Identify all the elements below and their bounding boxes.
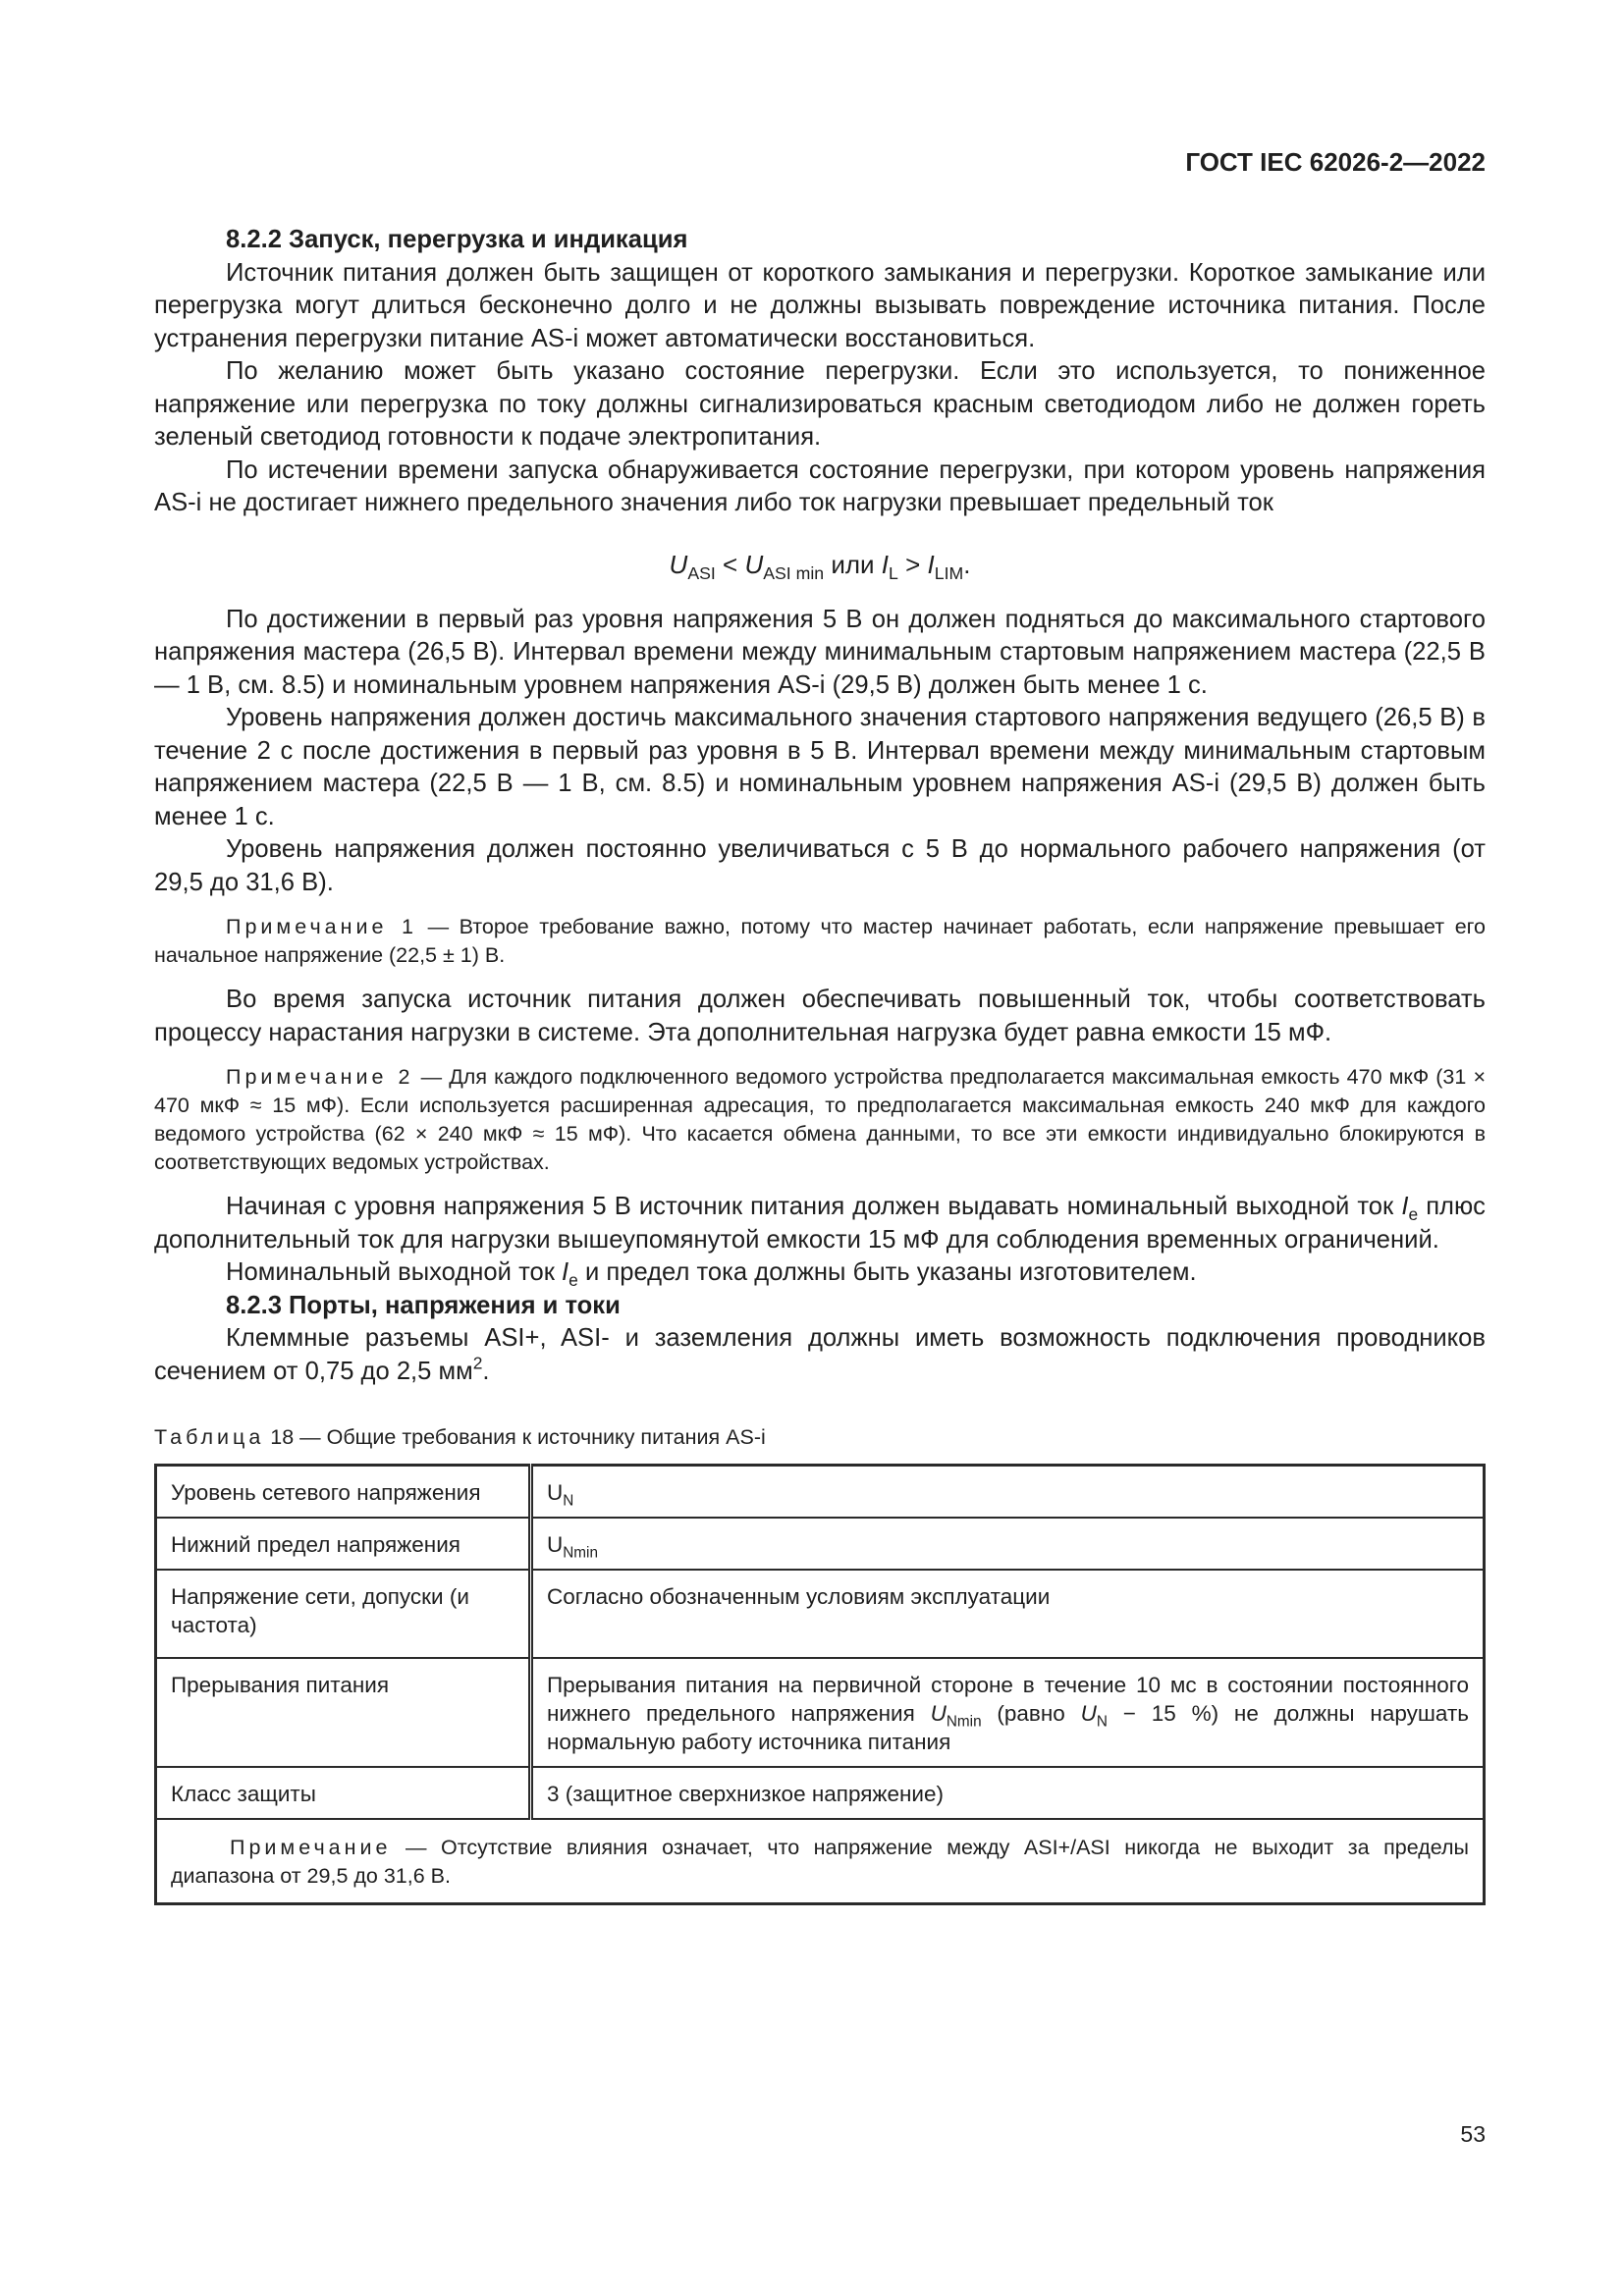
table-cell-param: Нижний предел напряжения <box>156 1518 531 1570</box>
section-8-2-2-heading: 8.2.2 Запуск, перегрузка и индикация <box>226 226 688 253</box>
table-row <box>156 1658 1485 1767</box>
paragraph: Начиная с уровня напряжения 5 В источник питания должен выдавать номинальный выходной ток $I_e$ плюс дополнительный ток для нагрузки вышеупомянутой емкости 15 мФ для соблюдения временных ограничений. <box>154 1193 1486 1254</box>
table-caption: Таблица 18 — Общие требования к источнику питания AS-i <box>154 1425 766 1449</box>
overload-formula: $U_{ASI} < U_{ASI min}$ или $I_L > I_{LIM}$. <box>669 549 971 583</box>
note-1: Примечание 1 — Второе требование важно, потому что мастер начинает работать, если напряжение превышает его начальное напряжение (22,5 ± 1) В. <box>154 915 1486 967</box>
table-cell-value: Согласно обозначенным условиям эксплуатации <box>531 1570 1485 1658</box>
table-cell-param: Прерывания питания <box>156 1658 531 1767</box>
table-cell-param: Уровень сетевого напряжения <box>156 1466 531 1519</box>
paragraph: Уровень напряжения должен постоянно увеличиваться с 5 В до нормального рабочего напряжения (от 29,5 до 31,6 В). <box>154 835 1486 896</box>
paragraph: По истечении времени запуска обнаруживается состояние перегрузки, при котором уровень напряжения AS-i не достигает нижнего предельного значения либо ток нагрузки превышает предельный ток <box>154 455 1486 516</box>
table-cell-value: $U_{Nmin}$ <box>531 1518 1485 1570</box>
paragraph: Клеммные разъемы ASI+, ASI- и заземления должны иметь возможность подключения проводников сечением от 0,75 до 2,5 $мм^2$. <box>154 1324 1486 1385</box>
table-cell-value: $U_N$ <box>531 1466 1485 1519</box>
paragraph: Во время запуска источник питания должен обеспечивать повышенный ток, чтобы соответствовать процессу нарастания нагрузки в системе. Эта дополнительная нагрузка будет равна емкости 15 мФ. <box>154 986 1486 1046</box>
table-cell-value: 3 (защитное сверхнизкое напряжение) <box>531 1767 1485 1819</box>
table-cell-param: Класс защиты <box>156 1767 531 1819</box>
table-note: Примечание — Отсутствие влияния означает, что напряжение между ASI+/ASI никогда не выходит за пределы диапазона от 29,5 до 31,6 В. <box>156 1819 1485 1904</box>
table-cell-value: Прерывания питания на первичной стороне в течение 10 мс в состоянии постоянного нижнего предельного напряжения $U_{Nmin}$ (равно $U_N - 15$ %) не должны нарушать нормальную работу источника питания <box>531 1658 1485 1767</box>
main-content <box>154 224 1486 1905</box>
section-8-2-3-heading: 8.2.3 Порты, напряжения и токи <box>226 1291 621 1319</box>
paragraph: Уровень напряжения должен достичь максимального значения стартового напряжения ведущего (26,5 В) в течение 2 с после достижения в первый раз уровня в 5 В. Интервал времени между минимальным стартовым напряжением мастера (22,5 В — 1 В, см. 8.5) и номинальным уровнем напряжения AS-i (29,5 В) должен быть менее 1 с. <box>154 704 1486 830</box>
table-row <box>156 1570 1485 1658</box>
table-row <box>156 1466 1485 1519</box>
table-note-row <box>156 1819 1485 1904</box>
note-2: Примечание 2 — Для каждого подключенного ведомого устройства предполагается максимальная емкость 470 мкФ (31 × 470 мкФ ≈ 15 мФ). Если используется расширенная адресация, то предполагается максимальная емкость 240 мкФ для каждого ведомого устройства (62 × 240 мкФ ≈ 15 мФ). Что касается обмена данными, то все эти емкости индивидуально блокируются в соответствующих ведомых устройствах. <box>154 1065 1487 1174</box>
document-standard-header: ГОСТ IEC 62026-2—2022 <box>1185 147 1486 177</box>
paragraph: По желанию может быть указано состояние перегрузки. Если это используется, то пониженное напряжение или перегрузка по току должны сигнализироваться красным светодиодом либо не должен гореть зеленый светодиод готовности к подаче электропитания. <box>154 357 1486 451</box>
paragraph: По достижении в первый раз уровня напряжения 5 В он должен подняться до максимального стартового напряжения мастера (26,5 В). Интервал времени между минимальным стартовым напряжением мастера (22,5 В — 1 В, см. 8.5) и номинальным уровнем напряжения AS-i (29,5 В) должен быть менее 1 с. <box>154 605 1486 699</box>
table-row <box>156 1767 1485 1819</box>
paragraph: Номинальный выходной ток $I_e$ и предел тока должны быть указаны изготовителем. <box>226 1258 1197 1291</box>
table-cell-param: Напряжение сети, допуски (и частота) <box>156 1570 531 1658</box>
table-row <box>156 1518 1485 1570</box>
paragraph: Источник питания должен быть защищен от короткого замыкания и перегрузки. Короткое замыкание или перегрузка могут длиться бесконечно долго и не должны вызывать повреждение источника питания. После устранения перегрузки питание AS-i может автоматически восстановиться. <box>154 258 1486 352</box>
requirements-table <box>154 1464 1486 1905</box>
page-number: 53 <box>1460 2121 1486 2147</box>
